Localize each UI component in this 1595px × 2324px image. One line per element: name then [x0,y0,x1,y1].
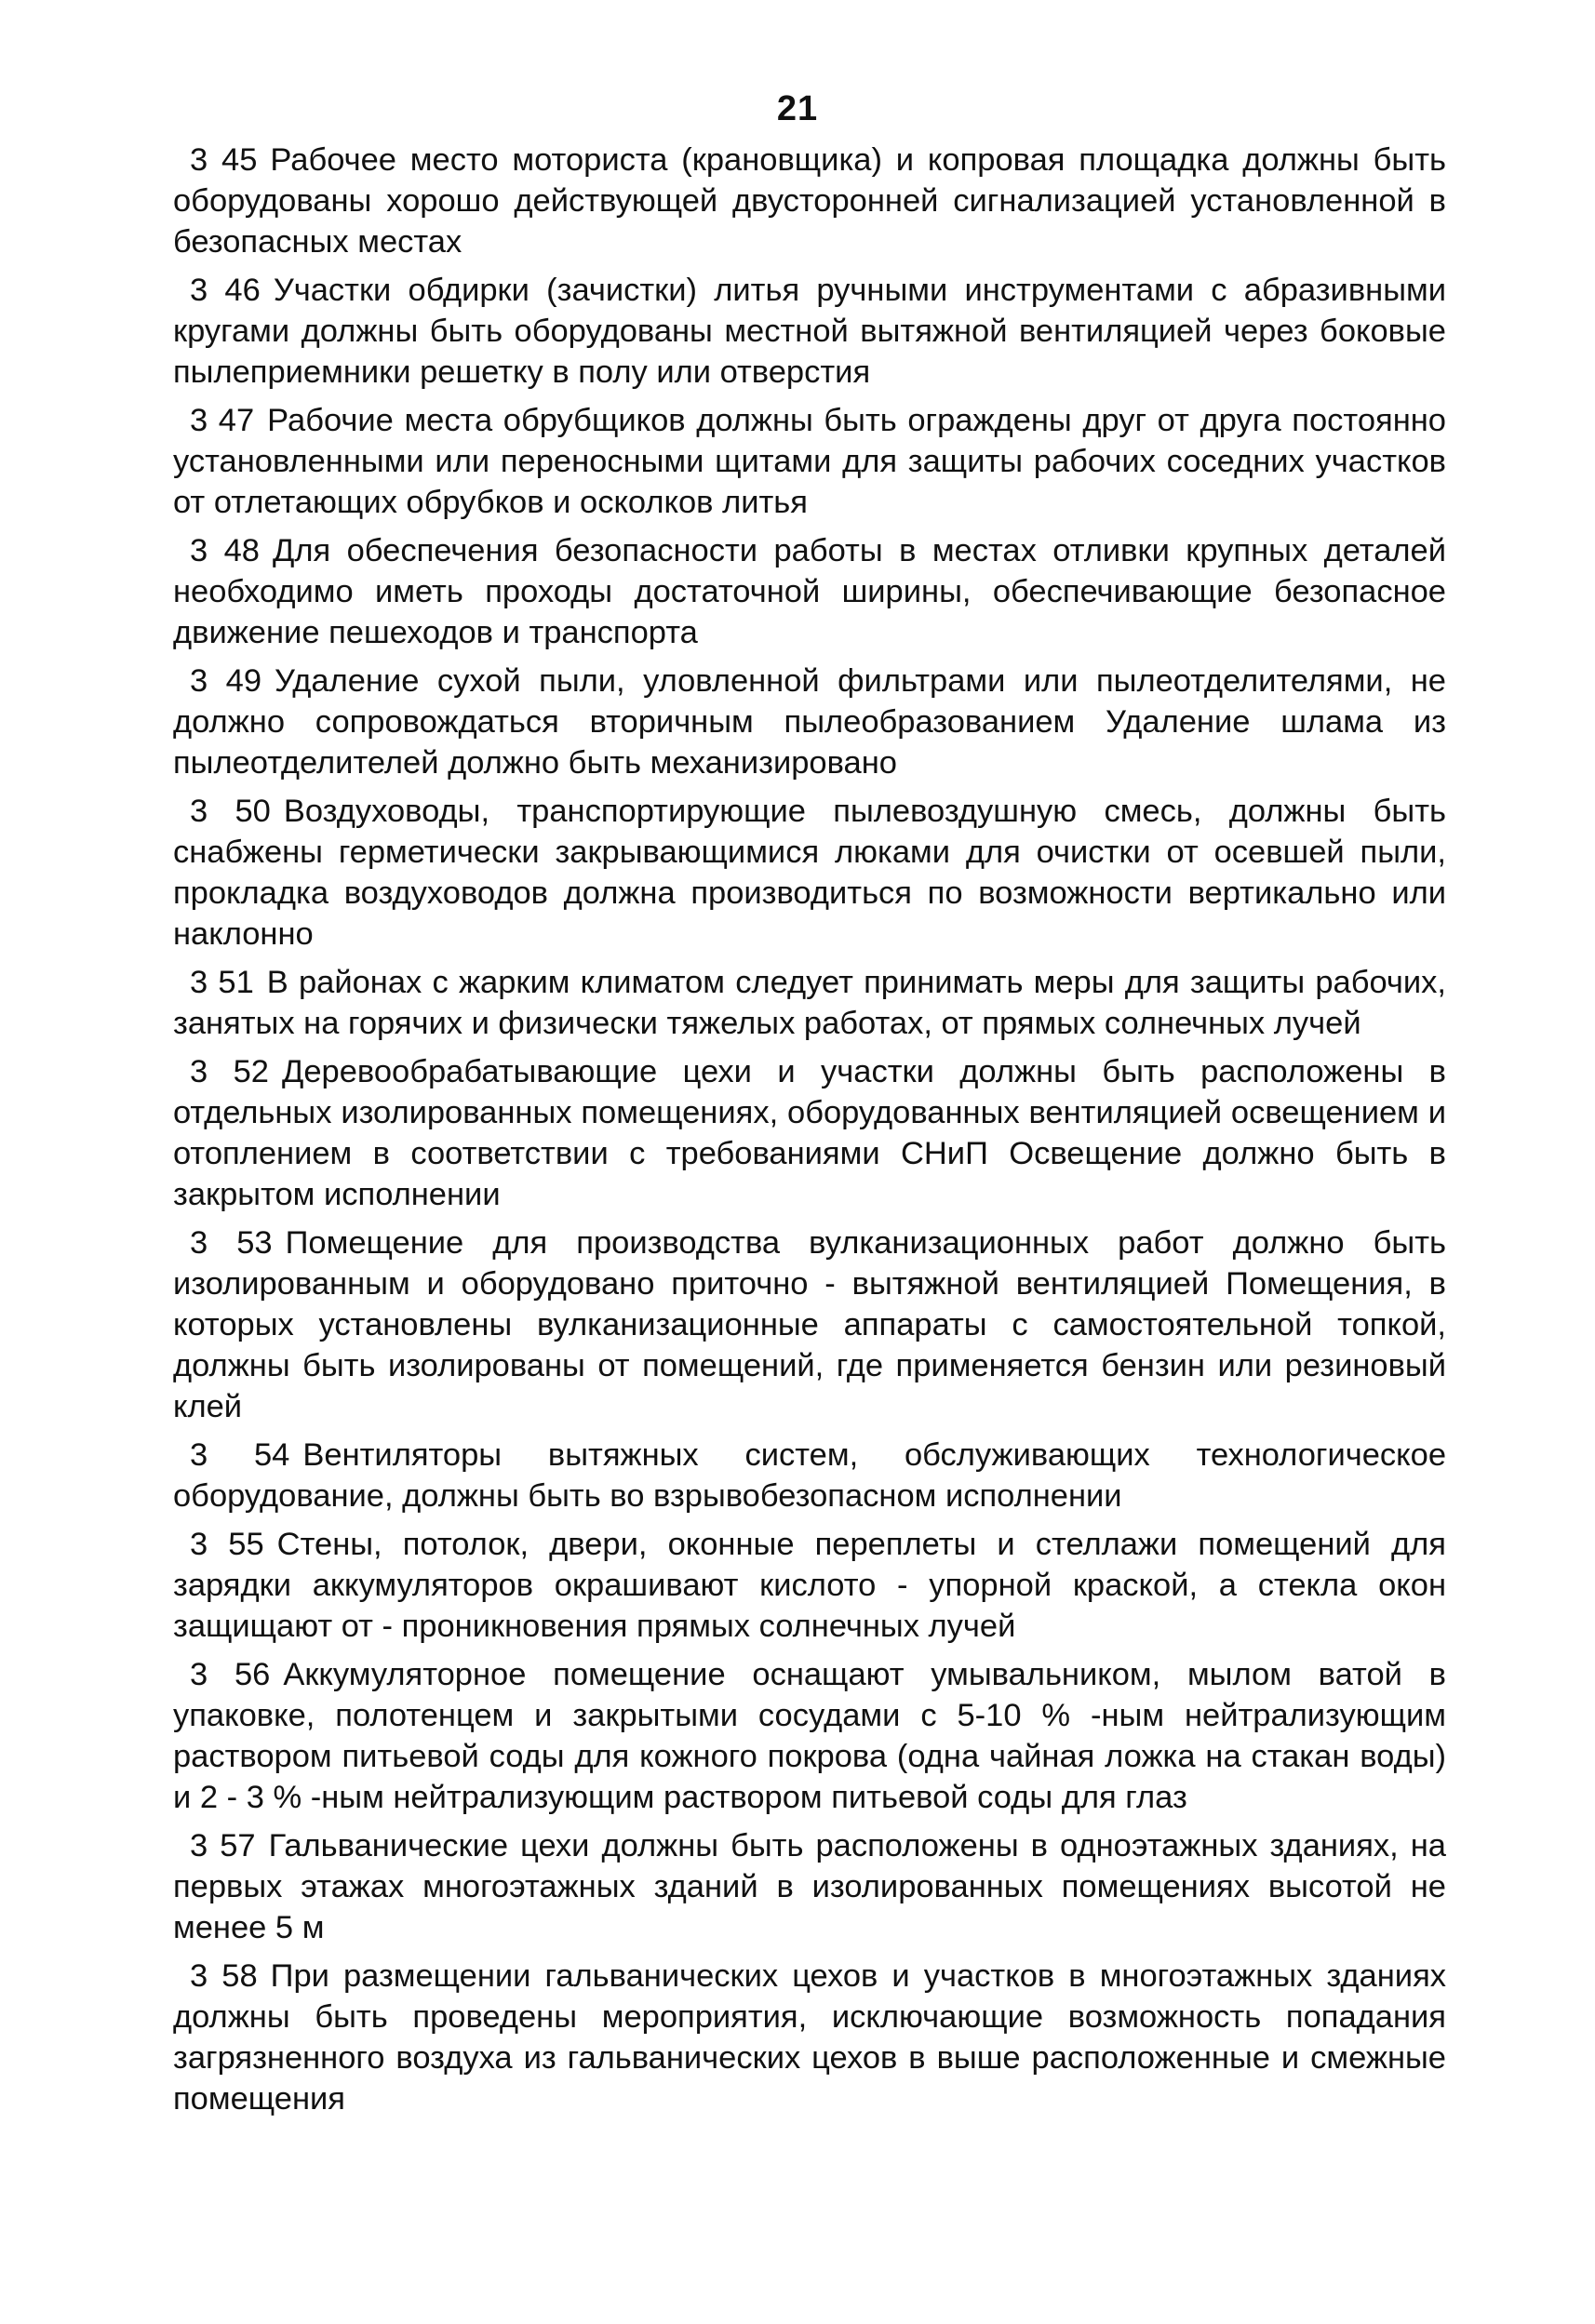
paragraph-number: 3 57 [190,1828,256,1863]
paragraph-text: Воздуховоды, транспортирующие пылевоздушную смесь, должны быть снабжены герметически закрывающимися люками для очистки от осевшей пыли, прокладка воздуховодов должна производиться по возможности вертикально или наклонно [173,794,1446,952]
paragraph-3-50 [173,791,1446,955]
paragraph-text: При размещении гальванических цехов и участков в многоэтажных зданиях должны быть проведены мероприятия, исключающие возможность попадания загрязненного воздуха из гальванических цехов в выше расположенные и смежные помещения [173,1958,1446,2117]
page-number: 21 [776,89,819,128]
paragraph-text: Рабочие места обрубщиков должны быть ограждены друг от друга постоянно установленными или переносными щитами для защиты рабочих соседних участков от отлетающих обрубков и осколков литья [173,403,1446,520]
paragraph-text: Гальванические цехи должны быть расположены в одноэтажных зданиях, на первых этажах многоэтажных зданий в изолированных помещениях высотой не менее 5 м [173,1828,1446,1945]
paragraph-3-55 [173,1524,1446,1647]
paragraph-number: 3 46 [190,273,261,308]
paragraph-number: 3 45 [190,142,258,178]
paragraph-text: В районах с жарким климатом следует принимать меры для защиты рабочих, занятых на горячих и физически тяжелых работах, от прямых солнечных лучей [173,965,1446,1041]
paragraph-number: 3 49 [190,663,262,699]
paragraph-text: Аккумуляторное помещение оснащают умывальником, мылом ватой в упаковке, полотенцем и закрытыми сосудами с 5-10 % -ным нейтрализующим раствором питьевой соды для кожного покрова (одна чайная ложка на стакан воды) и 2 - 3 % -ным нейтрализующим раствором питьевой соды для глаз [173,1657,1446,1815]
paragraph-text: Вентиляторы вытяжных систем, обслуживающих технологическое оборудование, должны быть во взрывобезопасном исполнении [173,1437,1447,1514]
paragraph-number: 3 48 [190,533,260,568]
paragraph-number: 3 54 [190,1437,290,1473]
paragraph-text: Рабочее место моториста (крановщика) и копровая площадка должны быть оборудованы хорошо действующей двусторонней сигнализацией установленной в безопасных местах [173,142,1446,260]
paragraph-text: Деревообрабатывающие цехи и участки должны быть расположены в отдельных изолированных помещениях, оборудованных вентиляцией освещением и отоплением в соответствии с требованиями СНиП Освещение должно быть в закрытом исполнении [173,1054,1446,1212]
paragraph-3-57 [173,1825,1446,1948]
paragraph-number: 3 58 [190,1958,258,1994]
paragraph-3-48 [173,530,1446,653]
paragraph-3-49 [173,661,1446,783]
paragraph-number: 3 56 [190,1657,271,1692]
paragraph-text: Для обеспечения безопасности работы в местах отливки крупных деталей необходимо иметь проходы достаточной ширины, обеспечивающие безопасное движение пешеходов и транспорта [173,533,1446,650]
paragraph-number: 3 52 [190,1054,269,1089]
paragraph-3-52 [173,1051,1446,1215]
paragraph-number: 3 55 [190,1527,264,1562]
paragraph-3-51 [173,962,1446,1044]
paragraph-number: 3 50 [190,794,271,829]
paragraph-number: 3 47 [190,403,255,438]
paragraph-3-56 [173,1654,1446,1818]
paragraph-number: 3 53 [190,1225,273,1261]
paragraph-text: Помещение для производства вулканизационных работ должно быть изолированным и оборудовано приточно - вытяжной вентиляцией Помещения, в которых установлены вулканизационные аппараты с самостоятельной топкой, должны быть изолированы от помещений, где применяется бензин или резиновый клей [173,1225,1446,1424]
paragraph-text: Стены, потолок, двери, оконные переплеты и стеллажи помещений для зарядки аккумуляторов окрашивают кислото - упорной краской, а стекла окон защищают от - проникновения прямых солнечных лучей [173,1527,1446,1644]
paragraph-text: Участки обдирки (зачистки) литья ручными инструментами с абразивными кругами должны быть оборудованы местной вытяжной вентиляцией через боковые пылеприемники решетку в полу или отверстия [173,273,1446,390]
paragraph-3-53 [173,1222,1446,1427]
paragraph-3-46 [173,270,1446,393]
paragraph-3-47 [173,400,1446,523]
paragraph-3-45 [173,140,1446,262]
paragraph-text: Удаление сухой пыли, уловленной фильтрами или пылеотделителями, не должно сопровождаться вторичным пылеобразованием Удаление шлама из пылеотделителей должно быть механизировано [173,663,1446,781]
paragraph-number: 3 51 [190,965,254,1000]
paragraph-3-58 [173,1956,1446,2119]
paragraph-3-54 [173,1435,1446,1516]
document-body [173,140,1446,2127]
